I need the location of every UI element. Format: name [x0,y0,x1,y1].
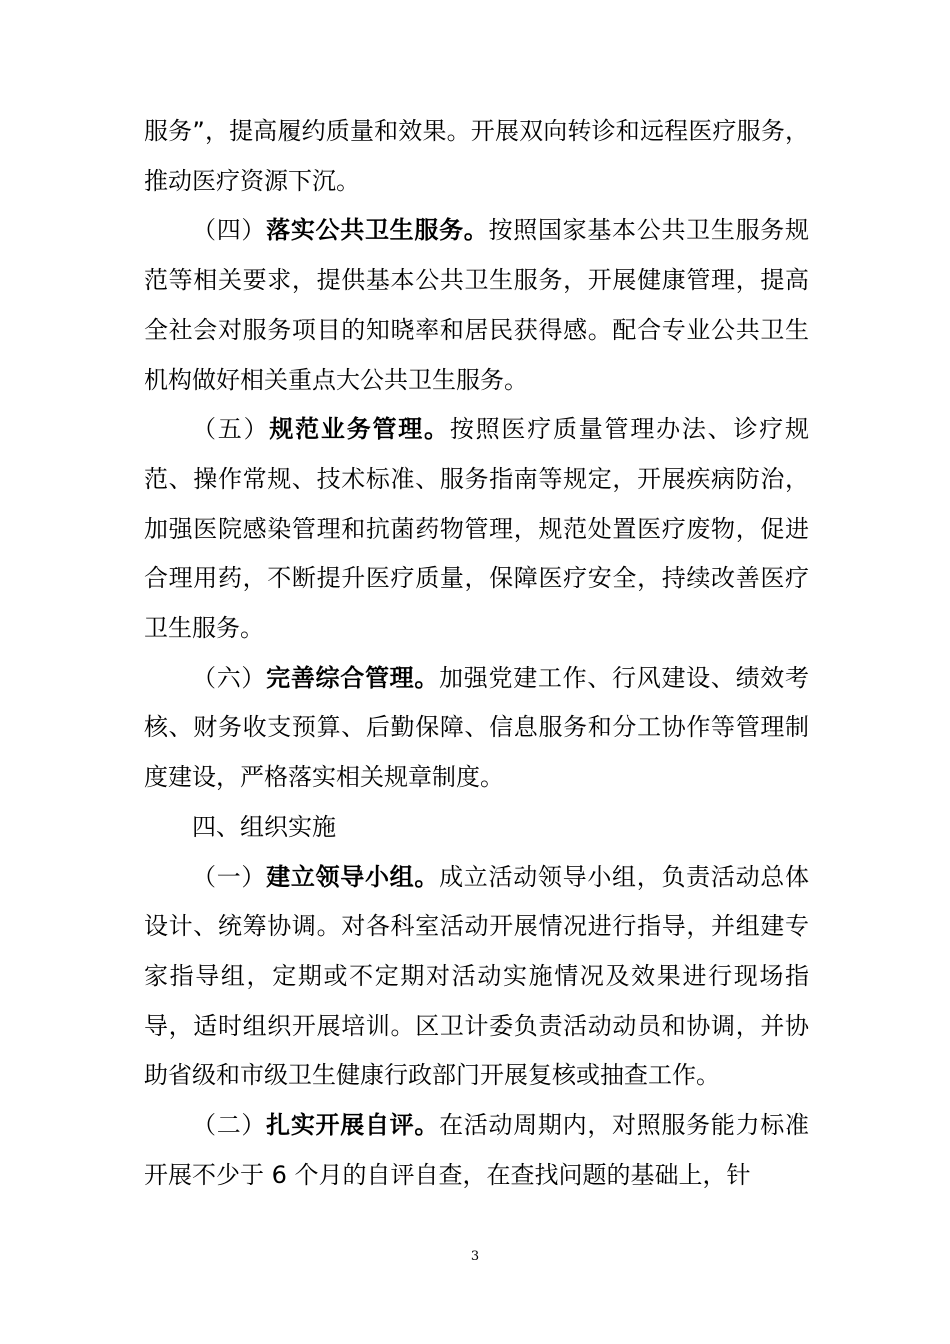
paragraph-heading: 建立领导小组。 [266,862,440,891]
paragraph-comprehensive-management [144,654,809,803]
paragraph-number: （一） [192,862,267,891]
page-number: 3 [470,1249,480,1264]
paragraph-number: （六） [192,663,267,692]
paragraph-text: 成立活动领导小组，负责活动总体设计、统筹协调。对各科室活动开展情况进行指导，并组建专家指导组，定期或不定期对活动实施情况及效果进行现场指导，适时组织开展培训。区卫计委负责活动动员和协调，并协助省级和市级卫生健康行政部门开展复核或抽查工作。 [144,862,810,1090]
document-body [144,107,809,1200]
paragraph-continuation [144,107,809,206]
paragraph-business-management [144,405,809,654]
paragraph-number: （五） [192,415,270,444]
paragraph-leadership-group [144,853,809,1102]
paragraph-text: 按照国家基本公共卫生服务规范等相关要求，提供基本公共卫生服务，开展健康管理，提高全社会对服务项目的知晓率和居民获得感。配合专业公共卫生机构做好相关重点大公共卫生服务。 [144,216,809,394]
paragraph-text: 在活动周期内，对照服务能力标准开展不少于 6 个月的自评自查，在查找问题的基础上，针 [144,1111,810,1189]
paragraph-heading: 扎实开展自评。 [266,1111,440,1140]
paragraph-number: （二） [192,1111,267,1140]
paragraph-text: 加强党建工作、行风建设、绩效考核、财务收支预算、后勤保障、信息服务和分工协作等管理制度建设，严格落实相关规章制度。 [144,663,810,792]
paragraph-heading: 落实公共卫生服务。 [266,216,489,245]
section-title: 四、组织实施 [192,812,336,841]
paragraph-self-evaluation [144,1101,809,1200]
paragraph-heading: 规范业务管理。 [269,415,450,444]
section-heading-organization [144,803,809,853]
paragraph-public-health [144,206,809,405]
paragraph-text: 按照医疗质量管理办法、诊疗规范、操作常规、技术标准、服务指南等规定，开展疾病防治，加强医院感染管理和抗菌药物管理，规范处置医疗废物，促进合理用药，不断提升医疗质量，保障医疗安全，持续改善医疗卫生服务。 [144,415,810,643]
paragraph-heading: 完善综合管理。 [266,663,440,692]
paragraph-text: 服务”，提高履约质量和效果。开展双向转诊和远程医疗服务，推动医疗资源下沉。 [144,117,809,195]
paragraph-number: （四） [192,216,267,245]
